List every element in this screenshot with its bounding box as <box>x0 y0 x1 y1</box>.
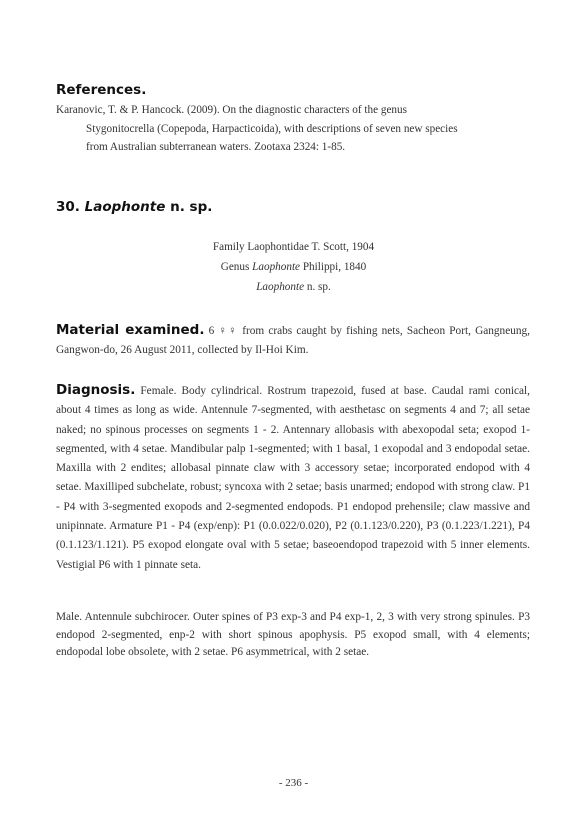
material-examined-paragraph <box>56 321 530 361</box>
species-number: 30. <box>56 199 80 215</box>
taxonomy-block <box>0 237 587 297</box>
reference-entry <box>56 101 534 157</box>
page-number: - 236 - <box>278 777 309 789</box>
species-suffix: n. sp. <box>170 199 213 215</box>
material-examined-heading: Material examined. <box>56 322 205 338</box>
reference-line-3: from Australian subterranean waters. Zootaxa 2324: 1-85. <box>86 141 346 153</box>
diagnosis-male-paragraph: Male. Antennule subchirocer. Outer spines of P3 exp-3 and P4 exp-1, 2, 3 with very strong spinules. P3 endopod 2-segmented, enp-2 with short spinous apophysis. P5 exopod small, with 4 elements; endopodal lobe obsolete, with 2 setae. P6 asymmetrical, with 2 setae. <box>56 611 530 658</box>
taxonomy-genus: Genus Laophonte Philippi, 1840 <box>220 261 367 273</box>
taxonomy-family: Family Laophontidae T. Scott, 1904 <box>212 241 375 253</box>
diagnosis-heading: Diagnosis. <box>56 382 136 398</box>
species-heading <box>56 199 212 215</box>
material-examined-text: 6 ♀♀ from crabs caught by fishing nets, Sacheon Port, Gangneung, Gangwon-do, 26 August 2011, collected by Il-Hoi Kim. <box>56 325 530 357</box>
diagnosis-female-text: Female. Body cylindrical. Rostrum trapezoid, fused at base. Caudal rami conical, about 4 times as long as wide. Antennule 7-segmented, with aesthetasc on segments 4 and 7; all setae naked; no spinous processes on segments 1 - 2. Antennary allobasis with abexopodal seta; exopod 1-segmented, with 4 setae. Mandibular palp 1-segmented; with 1 basal, 1 exopodal and 3 endopodal setae. Maxilla with 2 endites; allobasal pinnate claw with 3 accessory setae; incorporated endopod with 4 setae. Maxilliped subchelate, robust; syncoxa with 2 setae; basis unarmed; endopod with strong claw. P1 - P4 with 3-segmented exopods and 2-segmented endopods. P1 endopod prehensile; claw massive and unipinnate. Armature P1 - P4 (exp/enp): P1 (0.0.022/0.020), P2 (0.1.123/0.220), P3 (0.1.223/1.221), P4 (0.1.123/1.121). P5 exopod elongate oval with 5 setae; baseoendopod trapezoid with 5 inner elements. Vestigial P6 with 1 pinnate seta. <box>56 385 531 571</box>
taxonomy-species: Laophonte n. sp. <box>256 281 331 293</box>
diagnosis-female-paragraph <box>56 381 530 575</box>
species-genus: Laophonte <box>84 199 166 215</box>
reference-line-2: Stygonitocrella (Copepoda, Harpacticoida), with descriptions of seven new species <box>86 122 458 135</box>
reference-line-1: Karanovic, T. & P. Hancock. (2009). On the diagnostic characters of the genus <box>56 104 407 116</box>
references-heading: References. <box>56 82 147 98</box>
